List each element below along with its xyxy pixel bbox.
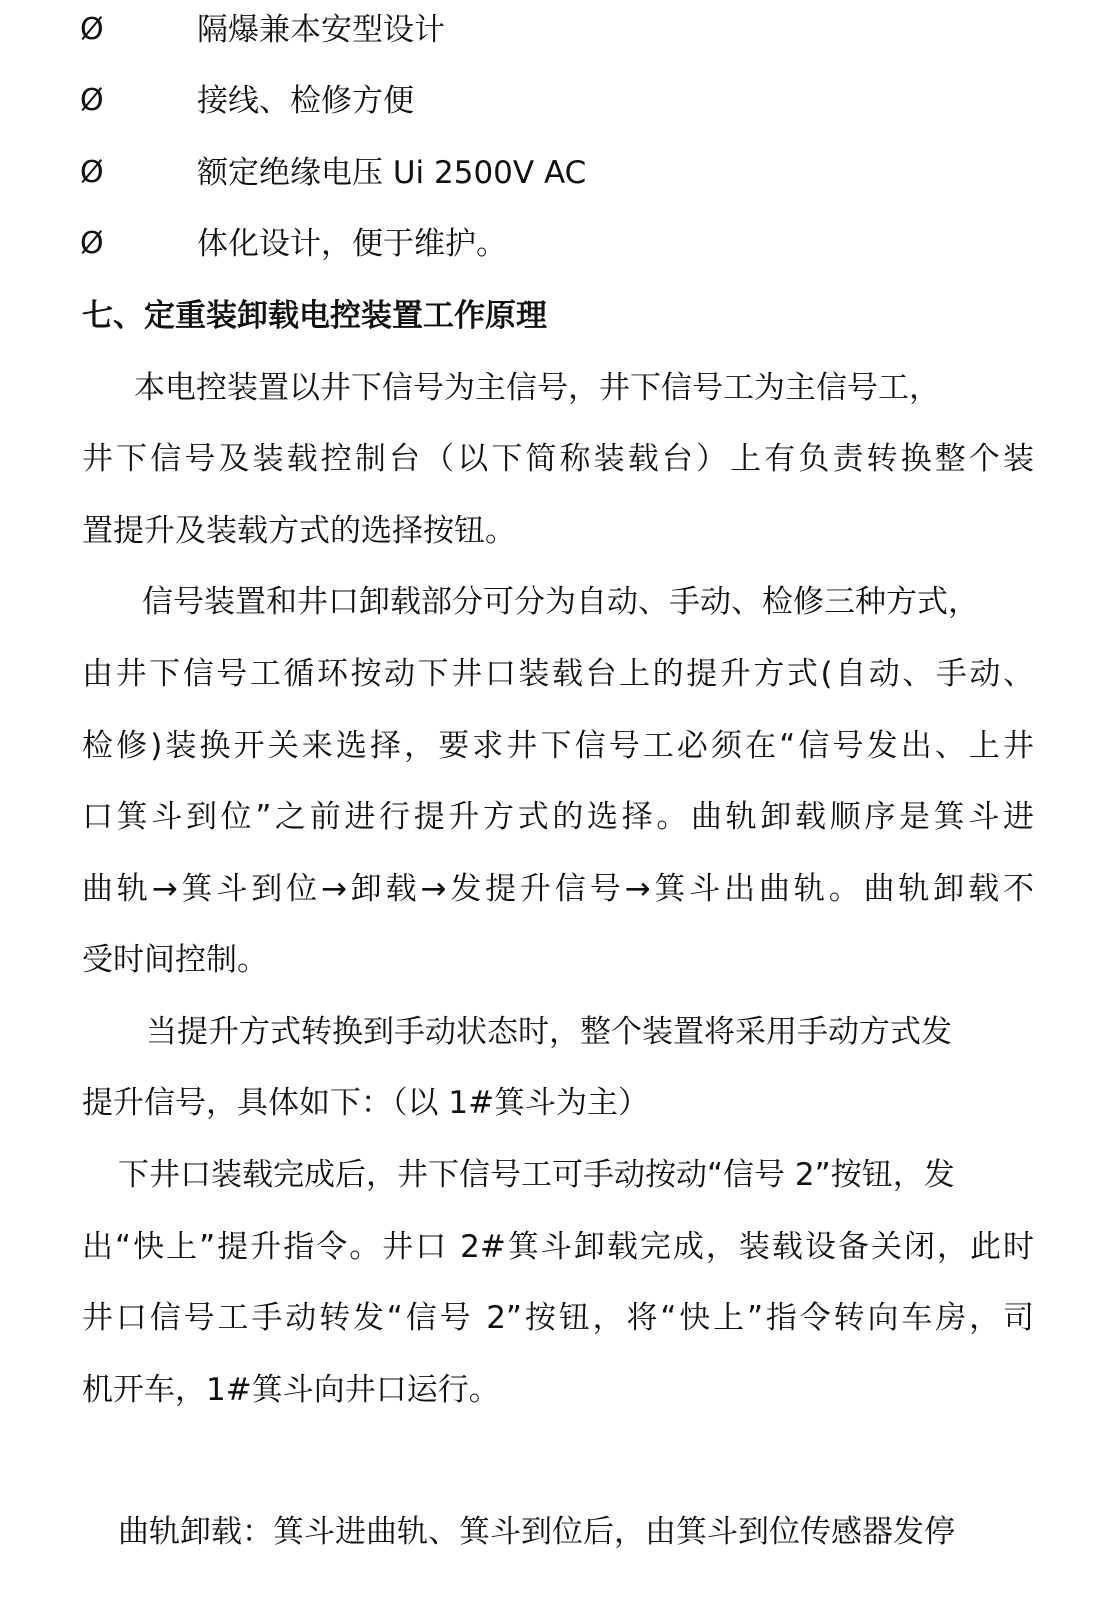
paragraph-line: 井下信号及装载控制台（以下简称装载台）上有负责转换整个装	[82, 441, 1034, 477]
bullet-item	[0, 143, 1116, 203]
paragraph-line: 口箕斗到位”之前进行提升方式的选择。曲轨卸载顺序是箕斗进	[82, 799, 1034, 835]
bullet-text: 体化设计，便于维护。	[197, 226, 507, 262]
bullet-item	[0, 71, 1116, 131]
paragraph-line: 受时间控制。	[82, 942, 268, 978]
paragraph-line: 由井下信号工循环按动下井口装载台上的提升方式(自动、手动、	[82, 656, 1034, 692]
bullet-symbol: Ø	[80, 83, 104, 118]
paragraph-line: 井口信号工手动转发“信号 2”按钮，将“快上”指令转向车房，司	[82, 1300, 1034, 1336]
paragraph-line: 置提升及装载方式的选择按钮。	[82, 513, 516, 549]
paragraph-line: 本电控装置以井下信号为主信号，井下信号工为主信号工，	[134, 370, 940, 406]
paragraph-line: 检修)装换开关来选择，要求井下信号工必须在“信号发出、上井	[82, 728, 1034, 764]
bullet-item	[0, 0, 1116, 60]
paragraph-line: 当提升方式转换到手动状态时，整个装置将采用手动方式发	[146, 1014, 952, 1050]
bullet-item	[0, 214, 1116, 274]
paragraph-line: 出“快上”提升指令。井口 2#箕斗卸载完成，装载设备关闭，此时	[82, 1229, 1034, 1265]
paragraph-line: 曲轨→箕斗到位→卸载→发提升信号→箕斗出曲轨。曲轨卸载不	[82, 871, 1034, 907]
paragraph-line: 信号装置和井口卸载部分可分为自动、手动、检修三种方式，	[142, 584, 979, 620]
bullet-text: 额定绝缘电压 Ui 2500V AC	[197, 155, 587, 191]
bullet-symbol: Ø	[80, 226, 104, 261]
section-heading: 七、定重装卸载电控装置工作原理	[82, 298, 547, 334]
bullet-symbol: Ø	[80, 155, 104, 190]
paragraph-line: 下井口装载完成后，井下信号工可手动按动“信号 2”按钮，发	[118, 1157, 955, 1193]
bullet-text: 接线、检修方便	[197, 83, 414, 119]
paragraph-line: 提升信号，具体如下：（以 1#箕斗为主）	[82, 1085, 650, 1121]
bullet-text: 隔爆兼本安型设计	[197, 12, 445, 48]
paragraph-line: 机开车，1#箕斗向井口运行。	[82, 1372, 500, 1408]
paragraph-line: 曲轨卸载：箕斗进曲轨、箕斗到位后，由箕斗到位传感器发停	[118, 1514, 955, 1550]
bullet-symbol: Ø	[80, 12, 104, 47]
